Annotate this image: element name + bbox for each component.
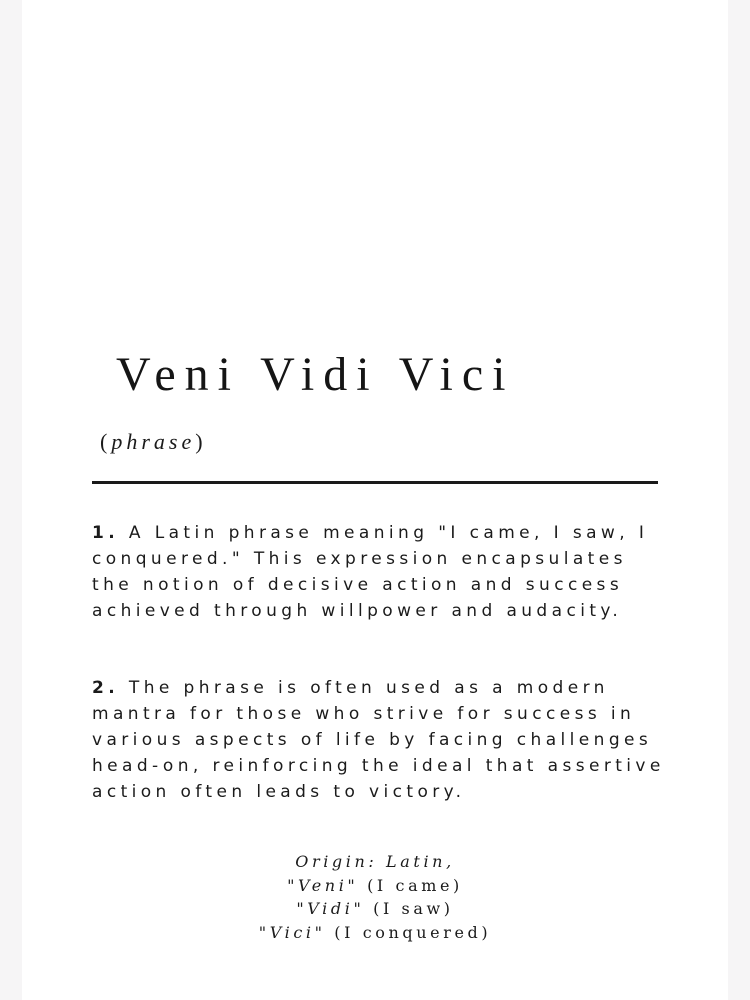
definition-text: The phrase is often used as a modern mantra for those who strive for success in various aspects of life by facing challenges head-on, reinforcing the ideal that assertive action often leads to victory.	[92, 678, 665, 802]
origin-meaning: (I came)	[367, 875, 463, 895]
definition-2	[92, 675, 672, 805]
definition-1	[92, 520, 672, 624]
definition-text: A Latin phrase meaning "I came, I saw, I conquered." This expression encapsulates the notion of decisive action and success achieved through willpower and audacity.	[92, 523, 649, 621]
origin-heading: Origin: Latin,	[295, 852, 455, 871]
origin-veni	[92, 874, 658, 898]
entry-word: Veni Vidi Vici	[116, 348, 515, 401]
origin-meaning: (I conquered)	[334, 922, 492, 942]
definition-number: 2.	[92, 678, 120, 698]
origin-latin-word: "Vidi"	[296, 899, 365, 918]
origin-vidi	[92, 897, 658, 921]
pos-close-paren: )	[195, 429, 207, 454]
definition-number: 1.	[92, 523, 120, 543]
part-of-speech	[100, 428, 207, 456]
origin-block	[92, 850, 658, 944]
origin-latin-word: "Vici"	[258, 922, 326, 942]
origin-vici	[92, 921, 658, 945]
origin-latin-word: "Veni"	[287, 875, 359, 895]
pos-label: phrase	[111, 429, 196, 454]
divider	[92, 481, 658, 484]
pos-open-paren: (	[100, 429, 112, 454]
origin-meaning: (I saw)	[373, 899, 454, 918]
